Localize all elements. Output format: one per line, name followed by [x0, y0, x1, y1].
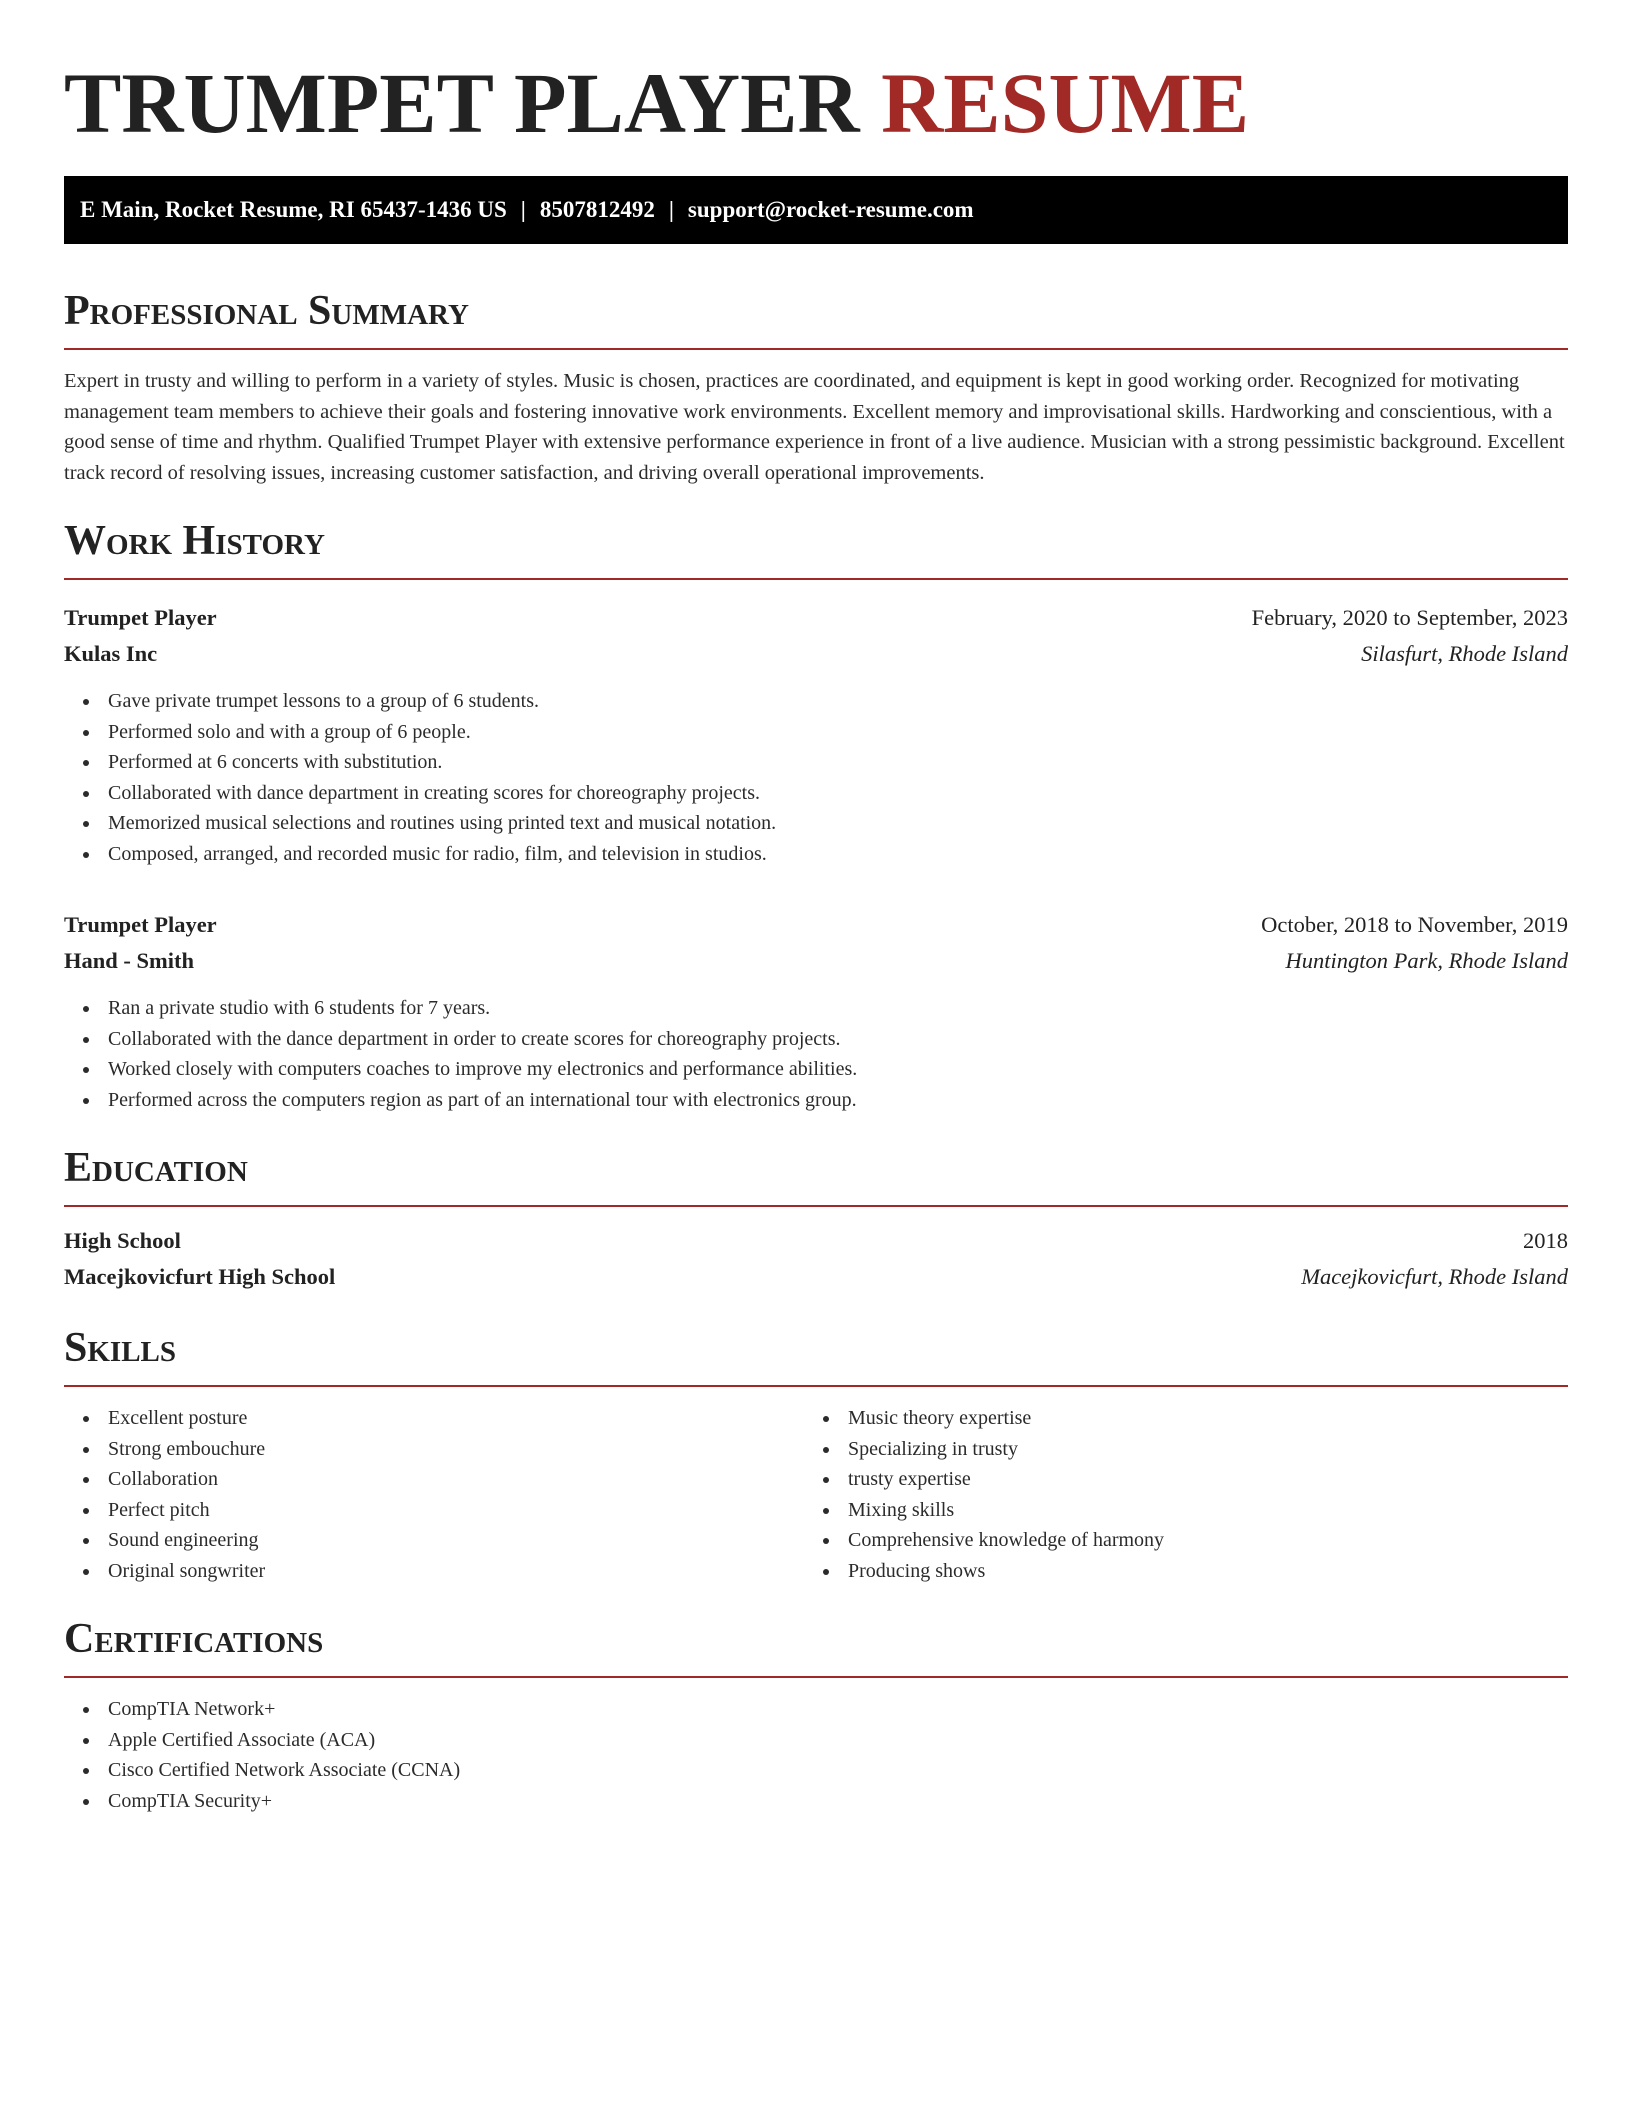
education-school-row — [64, 1259, 1568, 1295]
skills-list-left — [64, 1403, 804, 1586]
list-item: Excellent posture — [108, 1403, 804, 1434]
contact-separator: | — [520, 197, 526, 222]
resume-title-main: TRUMPET PLAYER — [64, 55, 860, 151]
job-company: Kulas Inc — [64, 641, 158, 666]
list-item: Apple Certified Associate (ACA) — [108, 1725, 1568, 1756]
certifications-list — [64, 1694, 1568, 1816]
list-item: Sound engineering — [108, 1525, 804, 1556]
contact-address: E Main, Rocket Resume, RI 65437-1436 US — [80, 197, 507, 222]
job-location: Huntington Park, Rhode Island — [1285, 948, 1568, 973]
section-heading-education: Education — [64, 1145, 1568, 1207]
job-entry — [64, 907, 1568, 1115]
list-item: Collaborated with dance department in creating scores for choreography projects. — [108, 778, 1568, 809]
contact-separator: | — [668, 197, 674, 222]
job-location: Silasfurt, Rhode Island — [1361, 641, 1568, 666]
education-school: Macejkovicfurt High School — [64, 1264, 336, 1289]
job-duties-list — [64, 686, 1568, 869]
job-duties-list — [64, 993, 1568, 1115]
education-entry — [64, 1223, 1568, 1295]
section-heading-summary: Professional Summary — [64, 288, 1568, 350]
contact-email: support@rocket-resume.com — [687, 197, 974, 222]
job-title: Trumpet Player — [64, 605, 217, 630]
list-item: Composed, arranged, and recorded music for radio, film, and television in studios. — [108, 839, 1568, 870]
certifications-section — [64, 1694, 1568, 1816]
list-item: CompTIA Security+ — [108, 1786, 1568, 1817]
job-header-row — [64, 600, 1568, 636]
list-item: Worked closely with computers coaches to improve my electronics and performance abilities. — [108, 1054, 1568, 1085]
list-item: Performed solo and with a group of 6 people. — [108, 717, 1568, 748]
list-item: Collaborated with the dance department in order to create scores for choreography projects. — [108, 1024, 1568, 1055]
job-dates: October, 2018 to November, 2019 — [1261, 912, 1568, 937]
summary-text: Expert in trusty and willing to perform in a variety of styles. Music is chosen, practices are coordinated, and equipment is kept in good working order. Recognized for motivating management team members to achieve their goals and fostering innovative work environments. Excellent memory and improvisational skills. Hardworking and conscientious, with a good sense of time and rhythm. Qualified Trumpet Player with extensive performance experience in front of a live audience. Musician with a strong pessimistic background. Excellent track record of resolving issues, increasing customer satisfaction, and driving overall operational improvements. — [64, 370, 1565, 484]
resume-page — [64, 0, 1568, 1816]
list-item: Gave private trumpet lessons to a group of 6 students. — [108, 686, 1568, 717]
list-item: Strong embouchure — [108, 1434, 804, 1465]
list-item: Collaboration — [108, 1464, 804, 1495]
education-year: 2018 — [1523, 1228, 1568, 1253]
list-item: Performed at 6 concerts with substitution. — [108, 747, 1568, 778]
list-item: Performed across the computers region as part of an international tour with electronics group. — [108, 1085, 1568, 1116]
job-dates: February, 2020 to September, 2023 — [1251, 605, 1568, 630]
list-item: Ran a private studio with 6 students for 7 years. — [108, 993, 1568, 1024]
job-header-row — [64, 907, 1568, 943]
education-degree: High School — [64, 1228, 181, 1253]
contact-bar — [64, 176, 1568, 244]
education-location: Macejkovicfurt, Rhode Island — [1301, 1264, 1568, 1289]
section-heading-work-history: Work History — [64, 518, 1568, 580]
list-item: Mixing skills — [848, 1495, 1544, 1526]
section-heading-certifications: Certifications — [64, 1616, 1568, 1678]
skills-grid — [64, 1403, 1568, 1586]
list-item: Original songwriter — [108, 1556, 804, 1587]
contact-phone: 8507812492 — [539, 197, 655, 222]
section-heading-skills: Skills — [64, 1325, 1568, 1387]
job-company-row — [64, 943, 1568, 979]
list-item: Cisco Certified Network Associate (CCNA) — [108, 1755, 1568, 1786]
list-item: Producing shows — [848, 1556, 1544, 1587]
list-item: Specializing in trusty — [848, 1434, 1544, 1465]
resume-title-accent: RESUME — [881, 55, 1250, 151]
list-item: Comprehensive knowledge of harmony — [848, 1525, 1544, 1556]
list-item: Music theory expertise — [848, 1403, 1544, 1434]
education-header-row — [64, 1223, 1568, 1259]
list-item: trusty expertise — [848, 1464, 1544, 1495]
job-company-row — [64, 636, 1568, 672]
list-item: CompTIA Network+ — [108, 1694, 1568, 1725]
skills-list-right — [804, 1403, 1544, 1586]
resume-title — [64, 0, 1568, 154]
list-item: Memorized musical selections and routines using printed text and musical notation. — [108, 808, 1568, 839]
job-company: Hand - Smith — [64, 948, 195, 973]
job-title: Trumpet Player — [64, 912, 217, 937]
job-entry — [64, 600, 1568, 869]
list-item: Perfect pitch — [108, 1495, 804, 1526]
